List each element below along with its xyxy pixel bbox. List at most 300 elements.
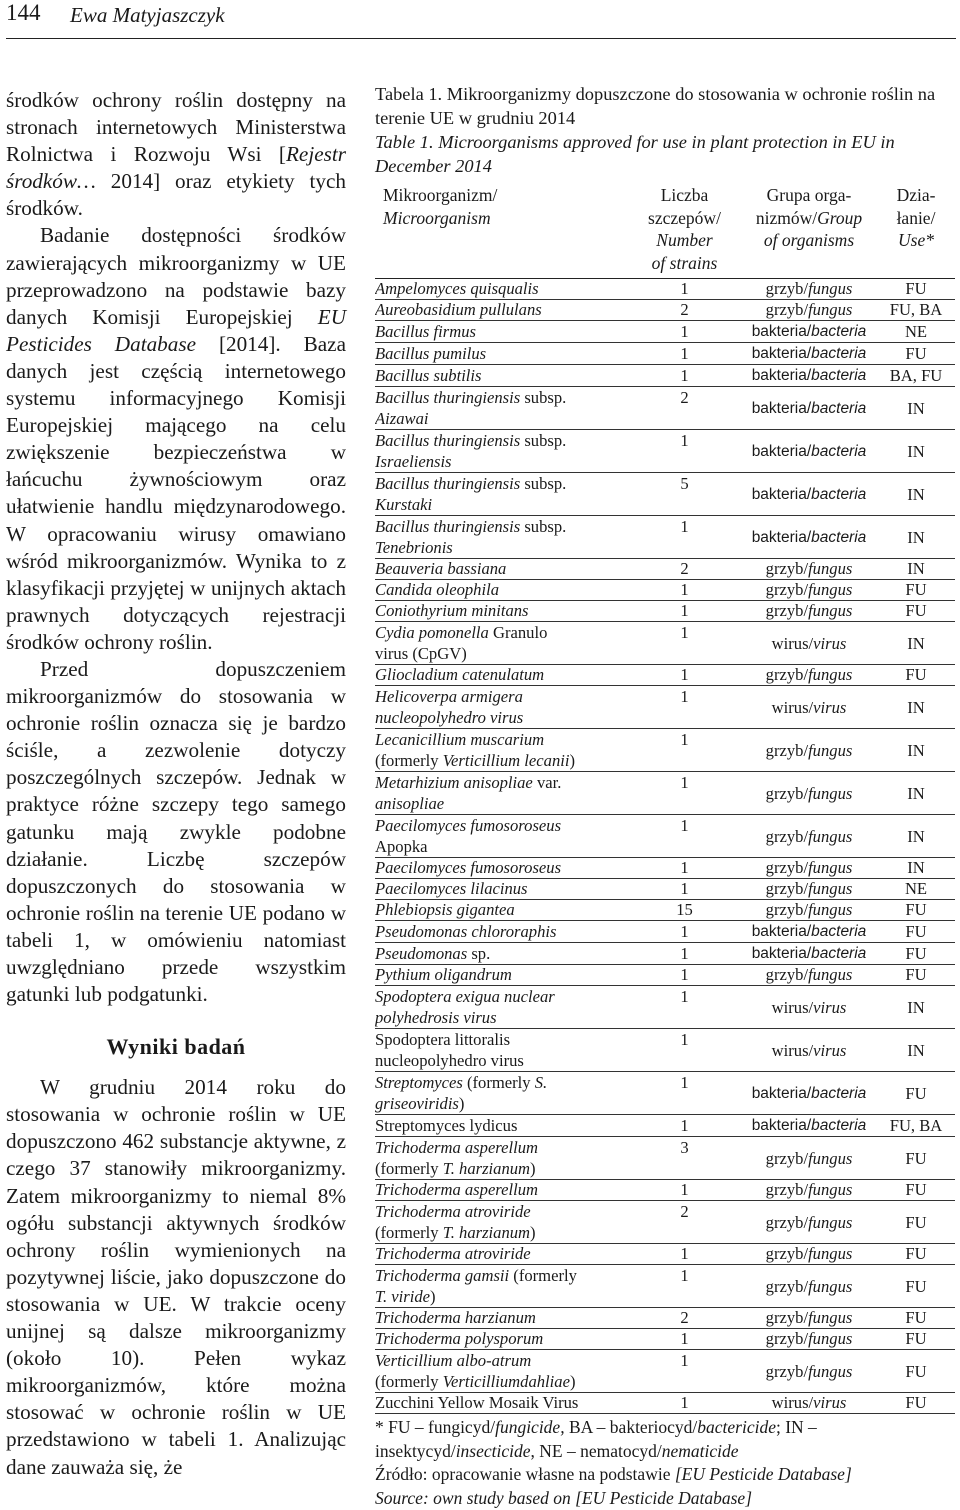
organism-subname: Verticillium lecanii xyxy=(443,751,570,770)
table-caption-pl: Tabela 1. Mikroorganizmy dopuszczone do stosowania w ochronie roślin na terenie UE w grudniu 2014 xyxy=(375,82,955,130)
cell-strain-count: 1 xyxy=(628,580,741,601)
footnote-source-en: Source: own study based on [EU Pesticide Database] xyxy=(375,1487,955,1510)
cell-microorganism xyxy=(375,1029,628,1072)
cell-use: NE xyxy=(877,321,955,343)
cell-strain-count: 1 xyxy=(628,943,741,965)
cell-microorganism xyxy=(375,343,628,365)
group-en: fungus xyxy=(808,784,852,803)
group-en: fungus xyxy=(808,1308,852,1327)
organism-name: Bacillus thuringiensis xyxy=(375,431,520,450)
header-group-en-2: of organisms xyxy=(743,229,875,252)
group-en: fungus xyxy=(808,1149,852,1168)
organism-name: Bacillus thuringiensis xyxy=(375,474,520,493)
cell-microorganism xyxy=(375,729,628,772)
header-strain-count-pl-1: Liczba xyxy=(630,184,739,207)
cell-microorganism xyxy=(375,1308,628,1329)
table-row xyxy=(375,772,955,815)
group-en: fungus xyxy=(808,1362,852,1381)
table-row xyxy=(375,965,955,986)
group-pl: grzyb/ xyxy=(766,1244,808,1263)
cell-group xyxy=(741,601,877,622)
group-pl: grzyb/ xyxy=(766,900,808,919)
group-en: fungus xyxy=(808,580,852,599)
organism-note-suffix: ) xyxy=(569,751,575,770)
organism-subname: anisopliae xyxy=(375,794,444,813)
cell-group xyxy=(741,1329,877,1350)
group-en: virus xyxy=(813,634,846,653)
group-pl: bakteria/ xyxy=(752,400,811,417)
fn-source-pl-text: Źródło: opracowanie własne na podstawie xyxy=(375,1464,675,1484)
cell-group xyxy=(741,1308,877,1329)
paragraph-1-text-a: środków ochrony roślin dostępny na stronach internetowych Ministerstwa Rolnictwa i Rozwoju Wsi [ xyxy=(6,88,346,166)
cell-microorganism xyxy=(375,943,628,965)
cell-microorganism xyxy=(375,965,628,986)
citation-eu-pesticides: EU Pesticides Database xyxy=(6,305,346,356)
header-use xyxy=(877,184,955,279)
cell-use: FU xyxy=(877,1180,955,1201)
paragraph-4: W grudniu 2014 roku do stosowania w ochronie roślin w UE dopuszczono 462 substancje aktywne, z czego 37 stanowiły mikroorganizmy. Zatem mikroorganizmy to niemal 8% ogółu substancji aktywnych środków ochrony roślin wymienionych na pozytywnej liście, jako dopuszczone do stosowania w UE. W trakcie oceny unijnej są dalsze mikroorganizmy (około 10). Pełen wykaz mikroorganizmów, które można stosować w ochronie roślin w UE przedstawiono w tabeli 1. Analizując dane zauważa się, że xyxy=(6,1074,346,1480)
cell-use: NE xyxy=(877,879,955,900)
organism-name: Gliocladium catenulatum xyxy=(375,665,544,684)
organism-name: Aureobasidium pullulans xyxy=(375,300,542,319)
cell-microorganism xyxy=(375,1329,628,1350)
table-row xyxy=(375,1350,955,1393)
cell-use: FU xyxy=(877,1244,955,1265)
group-pl: bakteria/ xyxy=(752,345,811,362)
citation-rejestr: Rejestr środków… xyxy=(6,142,346,193)
header-microorganism-en: Microorganism xyxy=(383,207,626,230)
table-row xyxy=(375,279,955,300)
group-en: fungus xyxy=(808,601,852,620)
organism-name: Candida oleophila xyxy=(375,580,499,599)
organism-name: Helicoverpa armigera xyxy=(375,687,523,706)
organism-subname: Aizawai xyxy=(375,409,428,428)
cell-group xyxy=(741,1180,877,1201)
cell-strain-count: 1 xyxy=(628,729,741,772)
organism-subname: T. harzianum xyxy=(443,1223,530,1242)
cell-use: FU xyxy=(877,343,955,365)
cell-strain-count: 1 xyxy=(628,622,741,665)
group-en: bacteria xyxy=(811,1085,866,1102)
organism-name: Trichoderma asperellum xyxy=(375,1138,538,1157)
cell-use: IN xyxy=(877,387,955,430)
organism-qualifier: subsp. xyxy=(520,517,566,536)
organism-note-prefix: (formerly xyxy=(375,1372,443,1391)
cell-strain-count: 1 xyxy=(628,815,741,858)
cell-microorganism xyxy=(375,900,628,921)
table-row xyxy=(375,1180,955,1201)
paragraph-3: Przed dopuszczeniem mikroorganizmów do stosowania w ochronie roślin oznacza się je bardzo ściśle, a zezwolenie dotyczy poszczególnych szczepów. Jednak w praktyce różne szczepy tego samego gatunku mają zwykle podobne działanie. Liczbę szczepów dopuszczonych do stosowania w ochronie roślin na terenie UE podano w tabeli 1, w omówieniu natomiast uwzględniano przede wszystkim gatunki lub podgatunki. xyxy=(6,656,346,1008)
table-row xyxy=(375,1393,955,1414)
table-row xyxy=(375,559,955,580)
organism-qualifier: Granulo xyxy=(489,623,548,642)
cell-strain-count: 1 xyxy=(628,1329,741,1350)
organism-name: Cydia pomonella xyxy=(375,623,489,642)
header-group-en-1: Group xyxy=(817,208,862,228)
cell-use: FU xyxy=(877,1329,955,1350)
cell-group xyxy=(741,516,877,559)
cell-group xyxy=(741,986,877,1029)
organism-name: Bacillus thuringiensis xyxy=(375,517,520,536)
header-use-pl-1: Dzia- xyxy=(879,184,953,207)
cell-microorganism xyxy=(375,321,628,343)
cell-microorganism xyxy=(375,601,628,622)
header-group-pl-1: Grupa orga- xyxy=(743,184,875,207)
group-en: fungus xyxy=(808,279,852,298)
fn-fu: * FU – fungicyd/ xyxy=(375,1417,495,1437)
table-row xyxy=(375,900,955,921)
group-pl: grzyb/ xyxy=(766,1308,808,1327)
group-pl: grzyb/ xyxy=(766,784,808,803)
organism-name: Phlebiopsis gigantea xyxy=(375,900,515,919)
group-pl: grzyb/ xyxy=(766,1277,808,1296)
table-row xyxy=(375,516,955,559)
organism-qualifier: subsp. xyxy=(520,388,566,407)
cell-group xyxy=(741,300,877,321)
organism-name: Verticillium albo-atrum xyxy=(375,1351,531,1370)
cell-microorganism xyxy=(375,279,628,300)
cell-group xyxy=(741,965,877,986)
cell-use: IN xyxy=(877,772,955,815)
fn-nematicide: nematicide xyxy=(662,1441,739,1461)
group-en: virus xyxy=(813,998,846,1017)
cell-strain-count: 1 xyxy=(628,321,741,343)
cell-use: IN xyxy=(877,986,955,1029)
cell-group xyxy=(741,622,877,665)
organism-qualifier: (formerly xyxy=(463,1073,535,1092)
cell-group xyxy=(741,943,877,965)
organism-subname: T. harzianum xyxy=(443,1159,530,1178)
fn-ne: , NE – nematocyd/ xyxy=(531,1441,662,1461)
group-en: fungus xyxy=(808,300,852,319)
cell-use: FU xyxy=(877,580,955,601)
cell-strain-count: 1 xyxy=(628,1180,741,1201)
table-row xyxy=(375,300,955,321)
cell-use: IN xyxy=(877,516,955,559)
organism-subname: T. viride xyxy=(375,1287,430,1306)
group-en: fungus xyxy=(808,1329,852,1348)
cell-use: IN xyxy=(877,430,955,473)
cell-use: FU, BA xyxy=(877,300,955,321)
cell-use: IN xyxy=(877,686,955,729)
cell-strain-count: 1 xyxy=(628,365,741,387)
cell-microorganism xyxy=(375,622,628,665)
organism-name: Paecilomyces lilacinus xyxy=(375,879,528,898)
organism-name: Pseudomonas xyxy=(375,944,467,963)
table-row xyxy=(375,729,955,772)
organism-subname: griseoviridis xyxy=(375,1094,459,1113)
group-pl: bakteria/ xyxy=(752,1085,811,1102)
organism-subname: Israeliensis xyxy=(375,452,452,471)
organism-former-genus: S. xyxy=(535,1073,547,1092)
group-pl: grzyb/ xyxy=(766,665,808,684)
cell-microorganism xyxy=(375,1393,628,1414)
table-caption-en: Table 1. Microorganisms approved for use in plant protection in EU in December 2014 xyxy=(375,130,955,178)
group-en: bacteria xyxy=(811,400,866,417)
organism-subname: virus (CpGV) xyxy=(375,644,467,663)
cell-microorganism xyxy=(375,580,628,601)
cell-group xyxy=(741,387,877,430)
table-row xyxy=(375,1115,955,1137)
cell-microorganism xyxy=(375,473,628,516)
table-row xyxy=(375,430,955,473)
organism-name: Trichoderma atroviride xyxy=(375,1244,531,1263)
cell-strain-count: 1 xyxy=(628,1115,741,1137)
cell-strain-count: 1 xyxy=(628,430,741,473)
group-pl: bakteria/ xyxy=(752,529,811,546)
table-footnotes xyxy=(375,1416,955,1510)
cell-use: BA, FU xyxy=(877,365,955,387)
organism-name: Bacillus thuringiensis xyxy=(375,388,520,407)
organism-name: Bacillus subtilis xyxy=(375,366,481,385)
cell-microorganism xyxy=(375,1201,628,1244)
table-row xyxy=(375,921,955,943)
organism-name: Coniothyrium minitans xyxy=(375,601,529,620)
paragraph-1 xyxy=(6,87,346,222)
cell-strain-count: 1 xyxy=(628,601,741,622)
table-row xyxy=(375,343,955,365)
table-row xyxy=(375,473,955,516)
table-row xyxy=(375,1137,955,1180)
cell-use: IN xyxy=(877,473,955,516)
organism-name: Trichoderma polysporum xyxy=(375,1329,543,1348)
table-row xyxy=(375,622,955,665)
cell-use: FU xyxy=(877,1308,955,1329)
organism-name: Lecanicillium muscarium xyxy=(375,730,544,749)
group-pl: wirus/ xyxy=(772,1393,813,1412)
group-pl: grzyb/ xyxy=(766,300,808,319)
cell-microorganism xyxy=(375,1072,628,1115)
organism-name: Paecilomyces fumosoroseus xyxy=(375,816,561,835)
organism-name: Trichoderma asperellum xyxy=(375,1180,538,1199)
organism-name: Paecilomyces fumosoroseus xyxy=(375,858,561,877)
cell-strain-count: 2 xyxy=(628,300,741,321)
organism-name: Trichoderma harzianum xyxy=(375,1308,536,1327)
cell-use: FU xyxy=(877,1265,955,1308)
cell-strain-count: 1 xyxy=(628,1072,741,1115)
group-en: virus xyxy=(813,1393,846,1412)
cell-microorganism xyxy=(375,1137,628,1180)
organism-note-suffix: ) xyxy=(430,1287,436,1306)
group-en: fungus xyxy=(808,858,852,877)
cell-group xyxy=(741,473,877,516)
microorganisms-table xyxy=(375,184,955,1414)
header-use-en: Use* xyxy=(879,229,953,252)
cell-use: FU xyxy=(877,965,955,986)
cell-microorganism xyxy=(375,1115,628,1137)
organism-name: Pseudomonas chlororaphis xyxy=(375,922,556,941)
cell-microorganism xyxy=(375,1180,628,1201)
cell-use: IN xyxy=(877,1029,955,1072)
cell-group xyxy=(741,343,877,365)
cell-strain-count: 1 xyxy=(628,343,741,365)
organism-note-prefix: (formerly xyxy=(375,1223,443,1242)
cell-use: FU xyxy=(877,601,955,622)
group-en: bacteria xyxy=(811,443,866,460)
group-en: fungus xyxy=(808,665,852,684)
cell-microorganism xyxy=(375,365,628,387)
cell-strain-count: 1 xyxy=(628,279,741,300)
cell-strain-count: 1 xyxy=(628,1265,741,1308)
fn-source-pl-citation: [EU Pesticide Database] xyxy=(675,1464,852,1484)
table-row xyxy=(375,1265,955,1308)
organism-name: Trichoderma atroviride xyxy=(375,1202,531,1221)
cell-strain-count: 1 xyxy=(628,772,741,815)
group-pl: bakteria/ xyxy=(752,323,811,340)
cell-strain-count: 1 xyxy=(628,665,741,686)
cell-group xyxy=(741,665,877,686)
organism-subname: Kurstaki xyxy=(375,495,432,514)
group-en: bacteria xyxy=(811,945,866,962)
header-microorganism-pl: Mikroorganizm/ xyxy=(383,184,626,207)
cell-use: FU xyxy=(877,921,955,943)
fn-fungicide: fungicide, xyxy=(495,1417,565,1437)
cell-group xyxy=(741,858,877,879)
organism-qualifier: (formerly xyxy=(509,1266,577,1285)
cell-group xyxy=(741,279,877,300)
table-row xyxy=(375,943,955,965)
group-en: fungus xyxy=(808,741,852,760)
cell-strain-count: 1 xyxy=(628,921,741,943)
table-row xyxy=(375,601,955,622)
cell-use: FU xyxy=(877,1350,955,1393)
group-pl: bakteria/ xyxy=(752,486,811,503)
group-en: fungus xyxy=(808,559,852,578)
cell-group xyxy=(741,365,877,387)
header-strain-count-pl-2: szczepów/ xyxy=(630,207,739,230)
cell-strain-count: 1 xyxy=(628,986,741,1029)
organism-name: Metarhizium anisopliae xyxy=(375,773,533,792)
cell-group xyxy=(741,1265,877,1308)
fn-in: ; IN – insektycyd/ xyxy=(375,1417,817,1461)
organism-name: Trichoderma gamsii xyxy=(375,1266,509,1285)
cell-microorganism xyxy=(375,879,628,900)
cell-use: FU xyxy=(877,1072,955,1115)
cell-use: FU xyxy=(877,943,955,965)
cell-strain-count: 2 xyxy=(628,1201,741,1244)
organism-subname: Tenebrionis xyxy=(375,538,453,557)
group-pl: grzyb/ xyxy=(766,879,808,898)
group-pl: bakteria/ xyxy=(752,443,811,460)
header-use-pl-2: łanie/ xyxy=(879,207,953,230)
header-microorganism xyxy=(375,184,628,279)
organism-name: Streptomyces lydicus xyxy=(375,1116,517,1135)
cell-group xyxy=(741,1137,877,1180)
cell-group xyxy=(741,900,877,921)
organism-subname: nucleopolyhedro virus xyxy=(375,1051,524,1070)
cell-strain-count: 1 xyxy=(628,1350,741,1393)
cell-group xyxy=(741,1201,877,1244)
cell-group xyxy=(741,559,877,580)
organism-qualifier: sp. xyxy=(467,944,490,963)
cell-microorganism xyxy=(375,986,628,1029)
section-heading: Wyniki badań xyxy=(6,1034,346,1060)
cell-strain-count: 1 xyxy=(628,1244,741,1265)
fn-ba: BA – bakteriocyd/ xyxy=(565,1417,698,1437)
cell-group xyxy=(741,1350,877,1393)
group-pl: bakteria/ xyxy=(752,1117,811,1134)
cell-strain-count: 1 xyxy=(628,1029,741,1072)
table-row xyxy=(375,986,955,1029)
group-en: bacteria xyxy=(811,323,866,340)
organism-name: Zucchini Yellow Mosaik Virus xyxy=(375,1393,578,1412)
cell-microorganism xyxy=(375,559,628,580)
group-en: fungus xyxy=(808,827,852,846)
cell-group xyxy=(741,879,877,900)
cell-use: IN xyxy=(877,729,955,772)
group-en: virus xyxy=(813,1041,846,1060)
group-pl: grzyb/ xyxy=(766,580,808,599)
cell-use: IN xyxy=(877,858,955,879)
table-row xyxy=(375,686,955,729)
cell-use: IN xyxy=(877,815,955,858)
group-pl: grzyb/ xyxy=(766,827,808,846)
group-en: bacteria xyxy=(811,367,866,384)
group-pl: grzyb/ xyxy=(766,1213,808,1232)
table-header-row xyxy=(375,184,955,279)
cell-group xyxy=(741,772,877,815)
organism-note-suffix: ) xyxy=(570,1372,576,1391)
table-row xyxy=(375,1244,955,1265)
cell-group xyxy=(741,686,877,729)
organism-note-prefix: (formerly xyxy=(375,751,443,770)
page-header xyxy=(6,0,956,39)
cell-group xyxy=(741,1244,877,1265)
cell-microorganism xyxy=(375,815,628,858)
group-en: fungus xyxy=(808,965,852,984)
organism-subname: Verticilliumdahliae xyxy=(443,1372,570,1391)
group-pl: grzyb/ xyxy=(766,858,808,877)
table-row xyxy=(375,321,955,343)
table-row xyxy=(375,580,955,601)
cell-use: FU xyxy=(877,900,955,921)
left-text-column xyxy=(6,87,346,1481)
organism-note-prefix: (formerly xyxy=(375,1159,443,1178)
cell-microorganism xyxy=(375,1244,628,1265)
cell-strain-count: 1 xyxy=(628,879,741,900)
cell-use: FU xyxy=(877,1137,955,1180)
cell-microorganism xyxy=(375,516,628,559)
cell-group xyxy=(741,321,877,343)
table-body xyxy=(375,279,955,1414)
cell-microorganism xyxy=(375,921,628,943)
group-en: fungus xyxy=(808,879,852,898)
table-row xyxy=(375,665,955,686)
group-pl: grzyb/ xyxy=(766,279,808,298)
group-pl: wirus/ xyxy=(772,634,813,653)
header-strain-count-en-2: of strains xyxy=(630,252,739,275)
group-en: fungus xyxy=(808,1244,852,1263)
group-en: bacteria xyxy=(811,923,866,940)
group-en: bacteria xyxy=(811,529,866,546)
group-en: virus xyxy=(813,698,846,717)
cell-group xyxy=(741,1115,877,1137)
fn-insecticide: insecticide xyxy=(456,1441,531,1461)
page-number: 144 xyxy=(6,0,41,26)
group-pl: grzyb/ xyxy=(766,741,808,760)
cell-use: IN xyxy=(877,559,955,580)
group-en: fungus xyxy=(808,1277,852,1296)
cell-strain-count: 1 xyxy=(628,516,741,559)
organism-note-suffix: ) xyxy=(459,1094,465,1113)
cell-strain-count: 3 xyxy=(628,1137,741,1180)
organism-subname: nucleopolyhedro virus xyxy=(375,708,523,727)
table-row xyxy=(375,387,955,430)
table-row xyxy=(375,1029,955,1072)
organism-qualifier: var. xyxy=(533,773,562,792)
organism-name: Pythium oligandrum xyxy=(375,965,512,984)
header-group xyxy=(741,184,877,279)
